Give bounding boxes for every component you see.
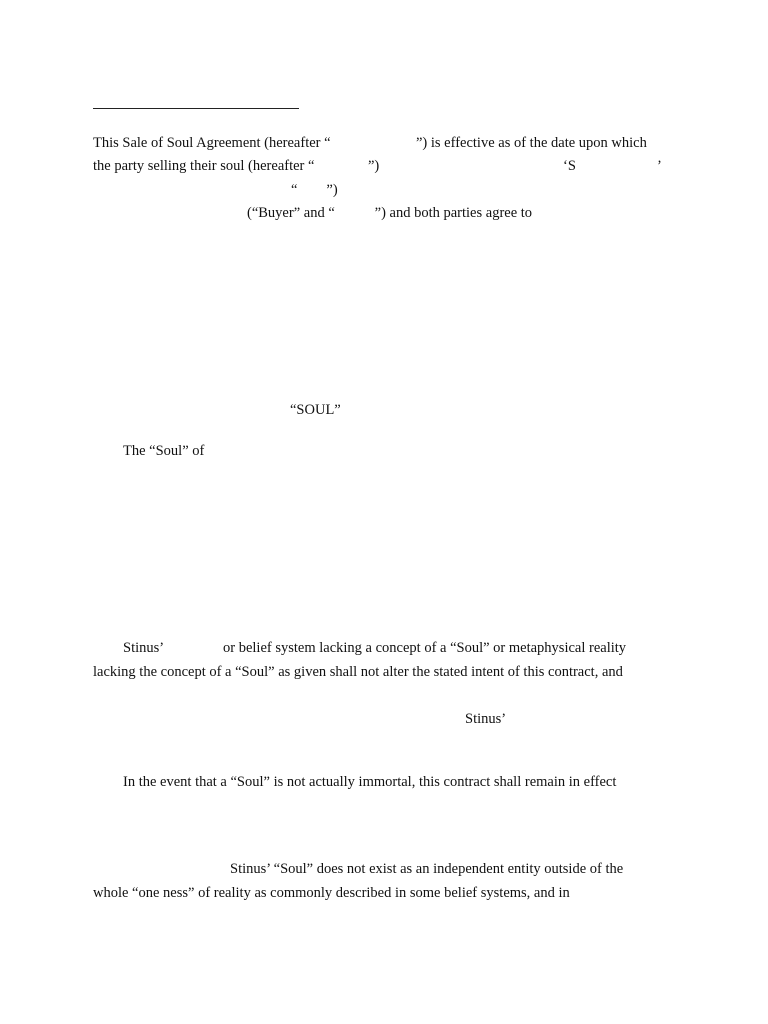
intro-line-2a: the party selling their soul (hereafter “ [93, 158, 315, 174]
para-2-line-3: Stinus’ [465, 711, 507, 727]
para-4-line-2: whole “one ness” of reality as commonly described in some belief systems, and in [93, 885, 570, 901]
intro-line-3: “ ”) [291, 182, 338, 198]
intro-line-4: (“Buyer” and “ ”) and both parties agree to [247, 205, 533, 221]
intro-line-2c: ‘S [563, 158, 576, 174]
para-4-line-1: Stinus’ “Soul” does not exist as an independent entity outside of the [230, 861, 624, 877]
para-2-line-1a: Stinus’ [123, 640, 165, 656]
intro-line-2d: ’ [657, 158, 662, 174]
para-2-line-2: lacking the concept of a “Soul” as given shall not alter the stated intent of this contract, and [93, 664, 623, 680]
para-3-line-1: In the event that a “Soul” is not actually immortal, this contract shall remain in effect [123, 774, 617, 790]
intro-line-1b: ”) is effective as of the date upon which [416, 135, 647, 151]
title-underline [93, 108, 299, 109]
intro-line-2b: ”) [368, 158, 380, 174]
section-heading-soul: “SOUL” [290, 402, 341, 418]
intro-line-1a: This Sale of Soul Agreement (hereafter “ [93, 135, 331, 151]
para-2-line-1b: or belief system lacking a concept of a “Soul” or metaphysical reality [223, 640, 627, 656]
para-1-line-1: The “Soul” of [123, 443, 205, 459]
